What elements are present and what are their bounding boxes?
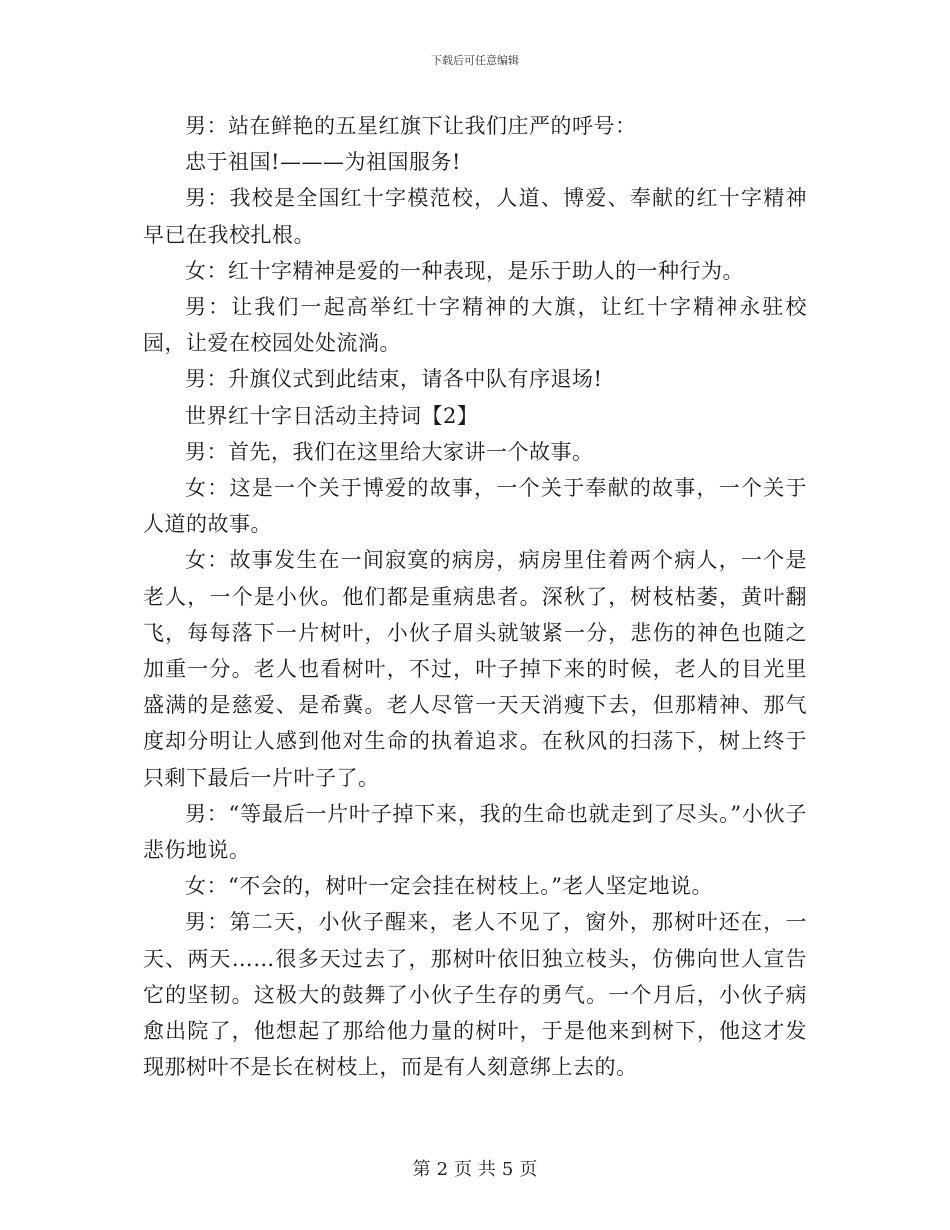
document-body [143,108,807,1085]
paragraph: 男：让我们一起高举红十字精神的大旗，让红十字精神永驻校园，让爱在校园处处流淌。 [143,295,807,356]
paragraph: 男：第二天，小伙子醒来，老人不见了，窗外，那树叶还在，一天、两天……很多天过去了，那树叶依旧独立枝头，仿佛向世人宣告它的坚韧。这极大的鼓舞了小伙子生存的勇气。一个月后，小伙子病愈出院了，他想起了那给他力量的树叶，于是他来到树下，他这才发现那树叶不是长在树枝上，而是有人刻意绑上去的。 [143,910,807,1080]
paragraph: 男：首先，我们在这里给大家讲一个故事。 [185,439,594,464]
paragraph: 女：故事发生在一间寂寞的病房，病房里住着两个病人，一个是老人，一个是小伙。他们都是重病患者。深秋了，树枝枯萎，黄叶翻飞，每每落下一片树叶，小伙子眉头就皱紧一分，悲伤的神色也随之加重一分。老人也看树叶，不过，叶子掉下来的时候，老人的目光里盛满的是慈爱、是希冀。老人尽管一天天消瘦下去，但那精神、那气度却分明让人感到他对生命的执着追求。在秋风的扫荡下，树上终于只剩下最后一片叶子了。 [143,548,807,790]
section-title: 世界红十字日活动主持词【2】 [185,403,479,428]
paragraph: 男：“等最后一片叶子掉下来，我的生命也就走到了尽头。”小伙子悲伤地说。 [143,801,807,863]
paragraph: 男：升旗仪式到此结束，请各中队有序退场! [185,367,603,392]
paragraph: 女：“不会的，树叶一定会挂在树枝上。”老人坚定地说。 [185,874,713,899]
footer-suffix: 页 [519,1159,538,1180]
paragraph: 女：这是一个关于博爱的故事，一个关于奉献的故事，一个关于人道的故事。 [143,476,807,537]
footer-prefix: 第 [412,1159,431,1180]
page-total: 5 [501,1159,514,1180]
page-number: 2 [436,1159,449,1180]
paragraph: 忠于祖国!———为祖国服务! [185,150,461,175]
paragraph: 女：红十字精神是爱的一种表现，是乐于助人的一种行为。 [185,258,744,283]
paragraph: 男：我校是全国红十字模范校，人道、博爱、奉献的红十字精神早已在我校扎根。 [143,186,807,247]
page-footer [0,1155,950,1181]
paragraph: 男：站在鲜艳的五星红旗下让我们庄严的呼号： [185,114,637,138]
page-header: 下载后可任意编辑 [431,54,519,67]
footer-middle: 页 共 [454,1159,496,1180]
